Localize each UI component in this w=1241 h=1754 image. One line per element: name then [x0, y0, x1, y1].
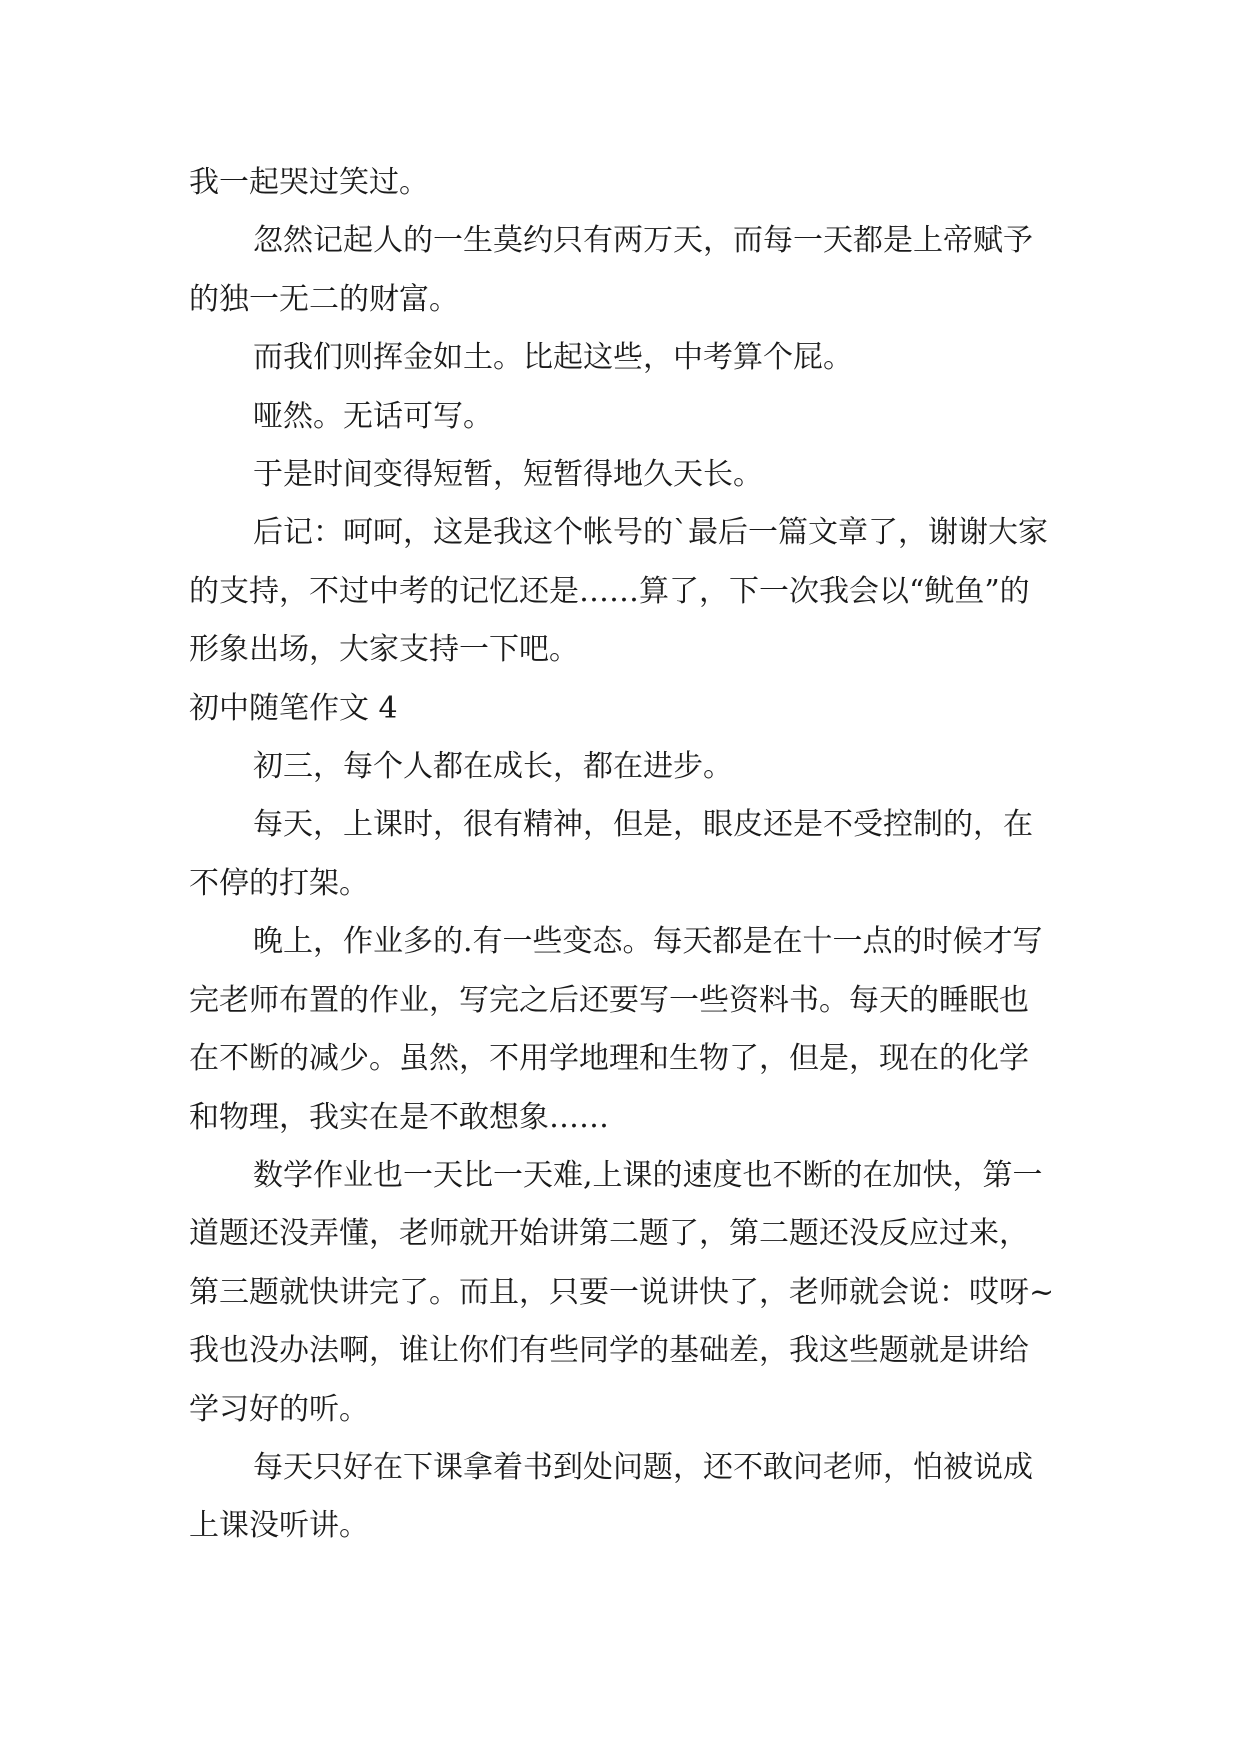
paragraph: 忽然记起人的一生莫约只有两万天，而每一天都是上帝赋予的独一无二的财富。: [189, 223, 1033, 317]
paragraph: 每天只好在下课拿着书到处问题，还不敢问老师，怕被说成上课没听讲。: [189, 1449, 1033, 1544]
paragraph: 晚上，作业多的.有一些变态。每天都是在十一点的时候才写完老师布置的作业，写完之后还要写一些资料书。每天的睡眠也在不断的减少。虽然，不用学地理和生物了，但是，现在的化学和物理，我实在是不敢想象……: [189, 924, 1043, 1135]
paragraph: 数学作业也一天比一天难,上课的速度也不断的在加快，第一道题还没弄懂，老师就开始讲第二题了，第二题还没反应过来，第三题就快讲完了。而且，只要一说讲快了，老师就会说：哎呀~我也没办法啊，谁让你们有些同学的基础差，我这些题就是讲给学习好的听。: [189, 1157, 1055, 1427]
document-body: [189, 154, 1057, 1556]
paragraph: 我一起哭过笑过。: [189, 165, 429, 200]
paragraph: 每天，上课时，很有精神，但是，眼皮还是不受控制的，在不停的打架。: [189, 807, 1033, 901]
paragraph: 哑然。无话可写。: [253, 398, 493, 434]
section-heading: 初中随笔作文 4: [189, 690, 398, 726]
paragraph: 而我们则挥金如土。比起这些，中考算个屁。: [253, 340, 853, 376]
paragraph: 初三，每个人都在成长，都在进步。: [253, 749, 733, 785]
paragraph: 于是时间变得短暂，短暂得地久天长。: [253, 457, 763, 493]
paragraph: 后记：呵呵，这是我这个帐号的`最后一篇文章了，谢谢大家的支持，不过中考的记忆还是……算了，下一次我会以“鱿鱼”的形象出场，大家支持一下吧。: [189, 515, 1048, 668]
